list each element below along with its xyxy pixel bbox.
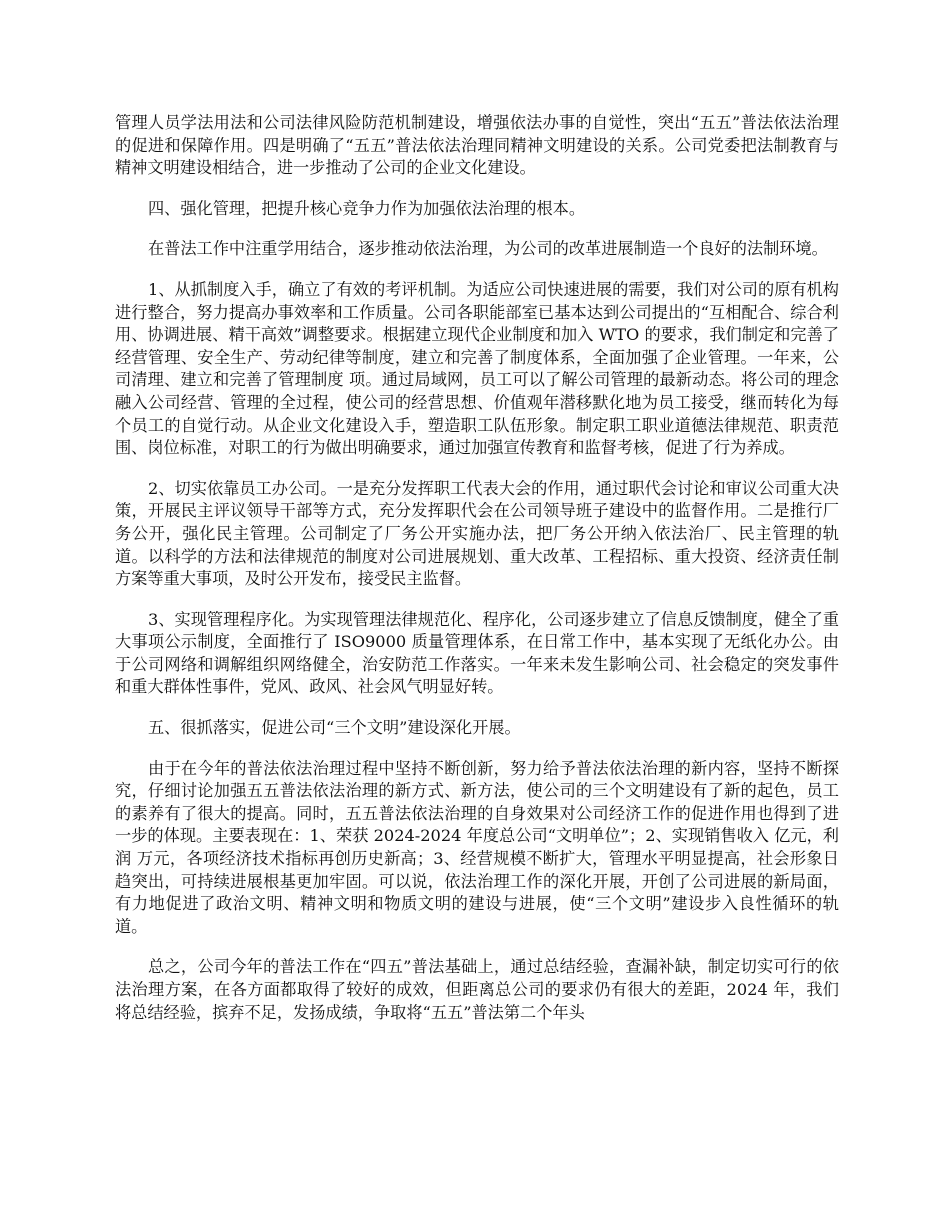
paragraph-item-1: 1、从抓制度入手，确立了有效的考评机制。为适应公司快速进展的需要，我们对公司的原有机构进行整合，努力提高办事效率和工作质量。公司各职能部室已基本达到公司提出的“互相配合、综合利用、协调进展、精干高效”调整要求。根据建立现代企业制度和加入 WTO 的要求，我们制定和完善了经营管理、安全生产、劳动纪律等制度，建立和完善了制度体系，全面加强了企业管理。一年来，公司清理、建立和完善了管理制度 项。通过局域网，员工可以了解公司管理的最新动态。将公司的理念融入公司经营、管理的全过程，使公司的经营思想、价值观年潜移默化地为员工接受，继而转化为每个员工的自觉行动。从企业文化建设入手，塑造职工队伍形象。制定职工职业道德法律规范、职责范围、岗位标准，对职工的行为做出明确要求，通过加强宣传教育和监督考核，促进了行为养成。 [115, 279, 839, 458]
section-heading-five: 五、很抓落实，促进公司“三个文明”建设深化开展。 [148, 718, 521, 738]
paragraph-item-2: 2、切实依靠员工办公司。一是充分发挥职工代表大会的作用，通过职代会讨论和审议公司重大决策，开展民主评议领导干部等方式，充分发挥职代会在公司领导班子建设中的监督作用。二是推行厂务公开，强化民主管理。公司制定了厂务公开实施办法，把厂务公开纳入依法治厂、民主管理的轨道。以科学的方法和法律规范的制度对公司进展规划、重大改革、工程招标、重大投资、经济责任制方案等重大事项，及时公开发布，接受民主监督。 [115, 478, 839, 589]
paragraph-continuation: 管理人员学法用法和公司法律风险防范机制建设，增强依法办事的自觉性，突出“五五”普法依法治理的促进和保障作用。四是明确了“五五”普法依法治理同精神文明建设的关系。公司党委把法制教育与精神文明建设相结合，进一步推动了公司的企业文化建设。 [115, 113, 839, 178]
paragraph-intro: 在普法工作中注重学用结合，逐步推动依法治理，为公司的改革进展制造一个良好的法制环境。 [148, 239, 828, 259]
paragraph-item-3: 3、实现管理程序化。为实现管理法律规范化、程序化，公司逐步建立了信息反馈制度，健全了重大事项公示制度，全面推行了 ISO9000 质量管理体系，在日常工作中，基本实现了无纸化办公。由于公司网络和调解组织网络健全，治安防范工作落实。一年来未发生影响公司、社会稳定的突发事件和重大群体性事件，党风、政风、社会风气明显好转。 [115, 609, 839, 697]
section-heading-four: 四、强化管理，把提升核心竞争力作为加强依法治理的根本。 [148, 198, 586, 218]
document-body [115, 112, 839, 1042]
paragraph-summary: 总之，公司今年的普法工作在“四五”普法基础上，通过总结经验，查漏补缺，制定切实可行的依法治理方案，在各方面都取得了较好的成效，但距离总公司的要求仍有很大的差距，2024 年，我们将总结经验，摈弃不足，发扬成绩，争取将“五五”普法第二个年头 [115, 957, 839, 1022]
paragraph-achievements: 由于在今年的普法依法治理过程中坚持不断创新，努力给予普法依法治理的新内容，坚持不断探究，仔细讨论加强五五普法依法治理的新方式、新方法，使公司的三个文明建设有了新的起色，员工的素养有了很大的提高。同时，五五普法依法治理的自身效果对公司经济工作的促进作用也得到了进一步的体现。主要表现在：1、荣获 2024-2024 年度总公司“文明单位”；2、实现销售收入 亿元，利润 万元，各项经济技术指标再创历史新高；3、经营规模不断扩大，管理水平明显提高，社会形象日趋突出，可持续进展根基更加牢固。可以说，依法治理工作的深化开展，开创了公司进展的新局面，有力地促进了政治文明、精神文明和物质文明的建设与进展，使“三个文明”建设步入良性循环的轨道。 [115, 758, 839, 936]
